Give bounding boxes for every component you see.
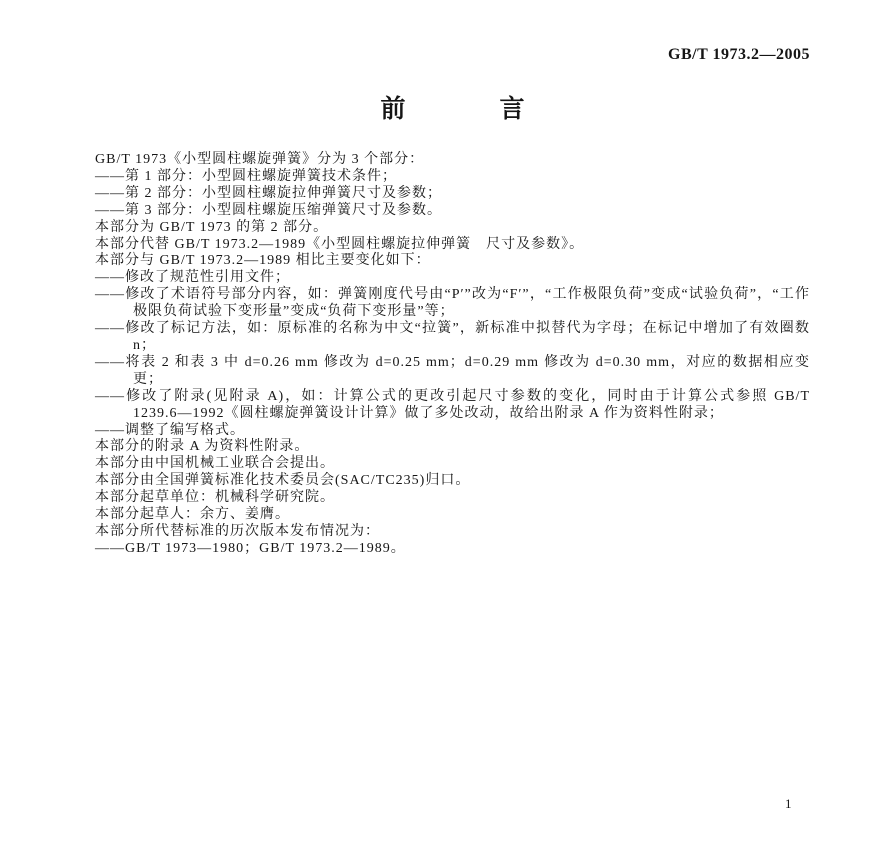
page-title-char-first: 前 <box>380 96 406 123</box>
foreword-paragraph: GB/T 1973《小型圆柱螺旋弹簧》分为 3 个部分： <box>95 152 425 167</box>
foreword-list-item: ——第 3 部分：小型圆柱螺旋压缩弹簧尺寸及参数。 <box>95 202 442 218</box>
foreword-list-item: ——修改了规范性引用文件； <box>95 270 290 286</box>
foreword-paragraph: 本部分所代替标准的历次版本发布情况为： <box>95 523 380 539</box>
foreword-list-item: ——第 2 部分：小型圆柱螺旋拉伸弹簧尺寸及参数； <box>95 185 442 201</box>
foreword-paragraph: 本部分由中国机械工业联合会提出。 <box>95 456 335 472</box>
foreword-paragraph: 本部分的附录 A 为资料性附录。 <box>95 439 310 455</box>
foreword-list-item: ——修改了标记方法，如：原标准的名称为中文“拉簧”，新标准中拟替代为字母；在标记中增加了有效圈数 n； <box>95 321 810 353</box>
foreword-list-item: ——将表 2 和表 3 中 d=0.26 mm 修改为 d=0.25 mm；d=0.29 mm 修改为 d=0.30 mm，对应的数据相应变更； <box>95 354 810 387</box>
foreword-paragraph: 本部分代替 GB/T 1973.2—1989《小型圆柱螺旋拉伸弹簧 尺寸及参数》。 <box>95 236 585 252</box>
standard-code: GB/T 1973.2—2005 <box>668 46 810 63</box>
foreword-paragraph: 本部分起草人：余方、姜膺。 <box>95 507 290 523</box>
foreword-paragraph: 本部分为 GB/T 1973 的第 2 部分。 <box>95 219 329 235</box>
foreword-list-item: ——GB/T 1973—1980；GB/T 1973.2—1989。 <box>95 540 406 556</box>
foreword-list-item: ——第 1 部分：小型圆柱螺旋弹簧技术条件； <box>95 168 397 184</box>
foreword-list-item: ——修改了术语符号部分内容，如：弹簧刚度代号由“P′”改为“F′”，“工作极限负荷”变成“试验负荷”，“工作极限负荷试验下变形量”变成“负荷下变形量”等； <box>95 287 810 320</box>
foreword-paragraph: 本部分与 GB/T 1973.2—1989 相比主要变化如下： <box>95 253 431 269</box>
foreword-list-item: ——修改了附录(见附录 A)，如：计算公式的更改引起尺寸参数的变化，同时由于计算公式参照 GB/T 1239.6—1992《圆柱螺旋弹簧设计计算》做了多处改动，故给出附录 A 作为资料性附录； <box>95 388 810 421</box>
foreword-body <box>95 152 810 558</box>
page-number: 1 <box>785 796 792 811</box>
foreword-paragraph: 本部分起草单位：机械科学研究院。 <box>95 490 335 506</box>
page-title-char-second: 言 <box>499 96 525 123</box>
foreword-list-item: ——调整了编写格式。 <box>95 422 245 438</box>
page-title <box>95 95 810 125</box>
foreword-paragraph: 本部分由全国弹簧标准化技术委员会(SAC/TC235)归口。 <box>95 473 471 489</box>
